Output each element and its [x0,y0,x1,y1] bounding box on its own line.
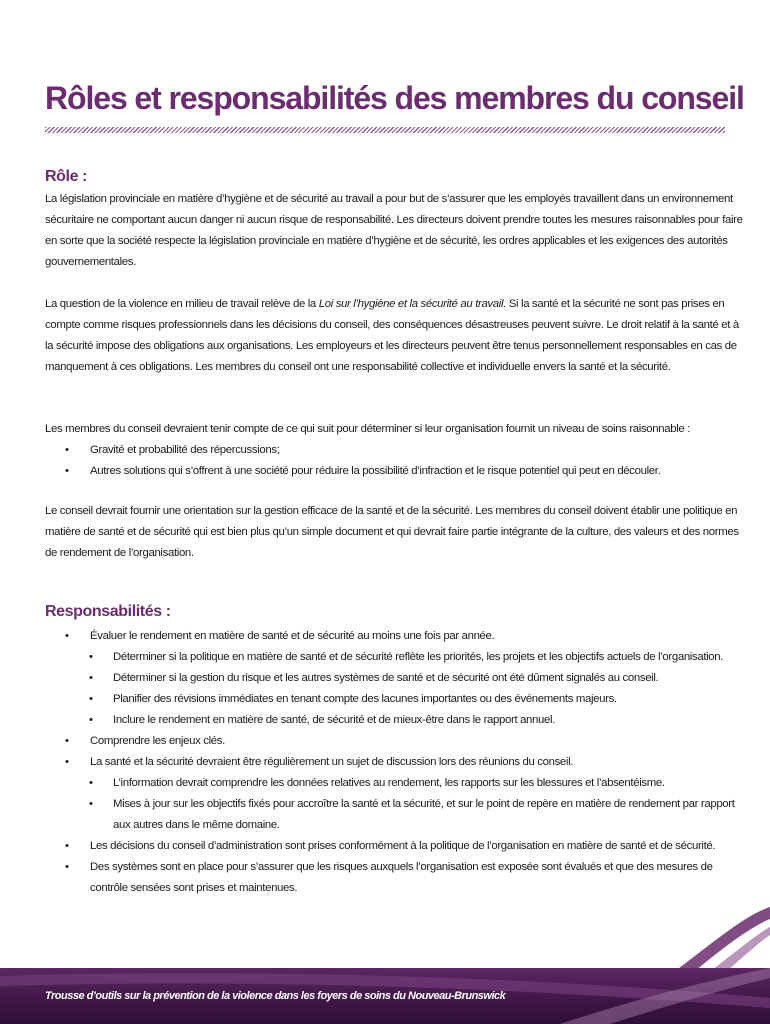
list-item: • Comprendre les enjeux clés. [45,731,735,752]
list-item: • Mises à jour sur les objectifs fixés pour accroître la santé et la sécurité, et sur le point de repère en matière de rendement par rapport aux autres dans le même domaine. [45,794,735,836]
law-title: Loi sur l’hygiène et la sécurité au travail [318,298,504,310]
list-item: • La santé et la sécurité devraient être régulièrement un sujet de discussion lors des réunions du conseil. [45,752,735,773]
list-item: • Évaluer le rendement en matière de santé et de sécurité au moins une fois par année. [45,626,735,647]
responsibilities-list [45,626,735,899]
list-item: • Des systèmes sont en place pour s’assurer que les risques auxquels l’organisation est exposée sont évalués et que des mesures de contrôle sensées sont prises et maintenues. [45,857,735,899]
list-item: • Gravité et probabilité des répercussions; [45,440,735,461]
list-item: • Autres solutions qui s’offrent à une société pour réduire la possibilité d’infraction et le risque potentiel qui peut en découler. [45,461,735,482]
list-item: • Planifier des révisions immédiates en tenant compte des lacunes importantes ou des événements majeurs. [45,689,735,710]
footer-bar [0,968,770,1024]
list-item: • L’information devrait comprendre les données relatives au rendement, les rapports sur les blessures et l’absentéisme. [45,773,735,794]
list-item: • Les décisions du conseil d’administration sont prises conformément à la politique de l’organisation en matière de santé et de sécurité. [45,836,735,857]
role-paragraph-1: La législation provinciale en matière d’hygiène et de sécurité au travail a pour but de s’assurer que les employés travaillent dans un environnement sécuritaire ne comportant aucun danger ni aucun risque de responsabilité. Les directeurs doivent prendre toutes les mesures raisonnables pour faire en sorte que la société respecte la législation provinciale en matière d’hygiène et de sécurité, les ordres applicables et les exigences des autorités gouvernementales. [45,193,743,268]
list-item: • Déterminer si la gestion du risque et les autres systèmes de santé et de sécurité ont été dûment signalés au conseil. [45,668,735,689]
role-paragraph-4: Le conseil devrait fournir une orientation sur la gestion efficace de la santé et de la sécurité. Les membres du conseil doivent établir une politique en matière de santé et de sécurité qui est bien plus qu’un simple document et qui devrait faire partie intégrante de la culture, des valeurs et des normes de rendement de l’organisation. [45,505,739,559]
swoosh-decoration [650,905,770,975]
role-paragraph-3: Les membres du conseil devraient tenir compte de ce qui suit pour déterminer si leur organisation fournit un niveau de soins raisonnable : [45,423,691,435]
role-bullet-list [45,440,735,482]
list-item: • Déterminer si la politique en matière de santé et de sécurité reflète les priorités, les projets et les objectifs actuels de l’organisation. [45,647,735,668]
responsibilities-heading: Responsabilités : [45,603,171,620]
page-title: Rôles et responsabilités des membres du conseil [45,80,744,116]
role-paragraph-2: La question de la violence en milieu de travail relève de la Loi sur l’hygiène et la sécurité au travail. Si la santé et la sécurité ne sont pas prises en compte comme risques professionnels dans les décisions du conseil, des conséquences désastreuses peuvent suivre. Le droit relatif à la santé et à la sécurité impose des obligations aux organisations. Les employeurs et les directeurs peuvent être tenus personnellement responsables en cas de manquement à ces obligations. Les membres du conseil ont une responsabilité collective et individuelle envers la santé et la sécurité. [45,298,739,373]
footer-text: Trousse d’outils sur la prévention de la violence dans les foyers de soins du Nouveau-Brunswick [45,990,506,1002]
title-divider [45,127,725,133]
list-item: • Inclure le rendement en matière de santé, de sécurité et de mieux-être dans le rapport annuel. [45,710,735,731]
role-heading: Rôle : [45,168,88,185]
